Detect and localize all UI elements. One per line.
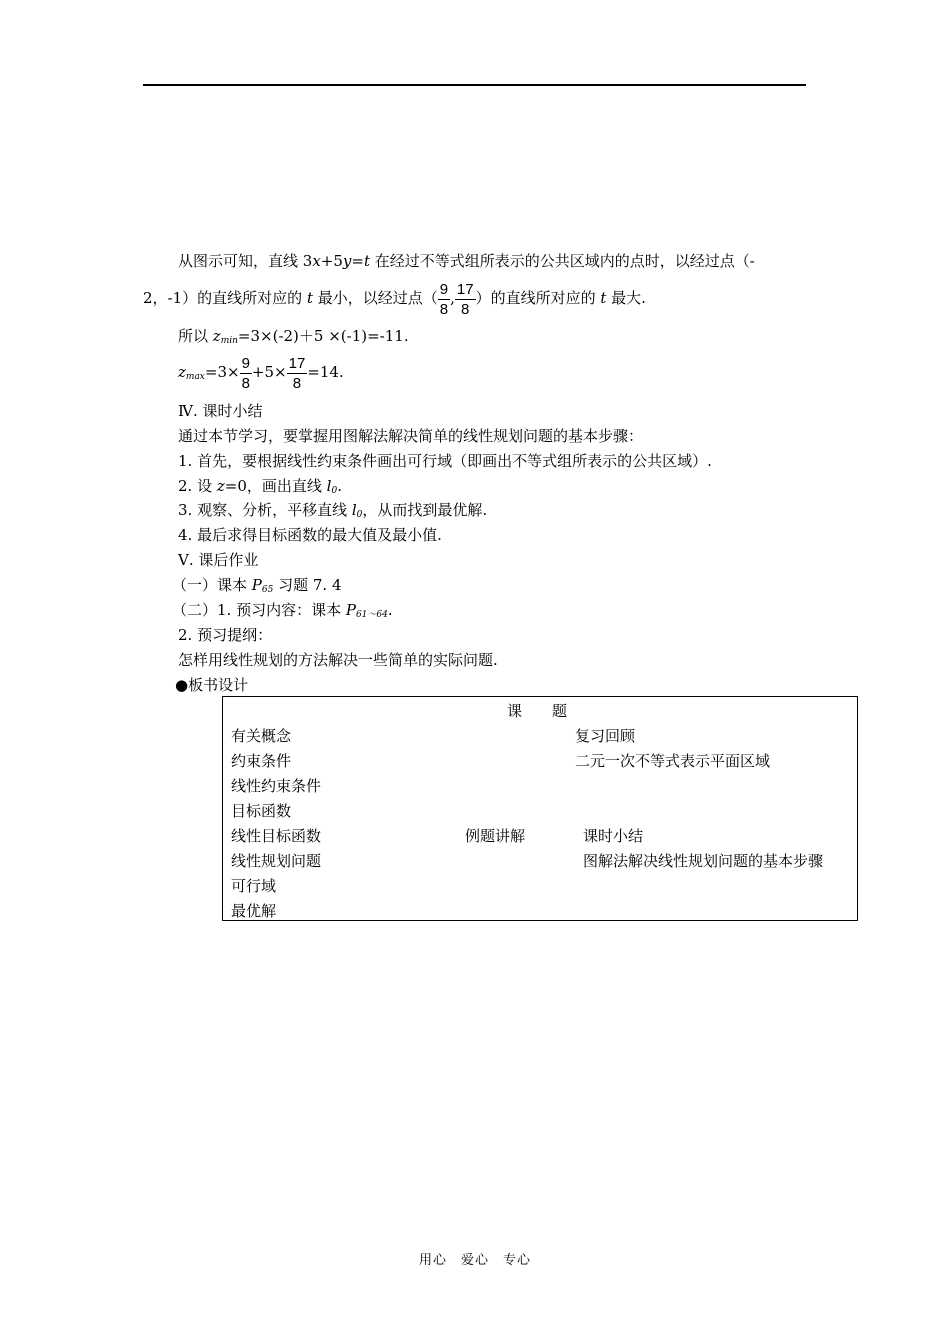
var-z: z <box>212 327 221 345</box>
homework-item-1: （一）课本 $P_{65}$ 习题 7. 4 <box>172 576 342 595</box>
text: 最大. <box>606 289 646 307</box>
paragraph-line-2 <box>143 276 646 320</box>
summary-step-4: 4. 最后求得目标函数的最大值及最小值. <box>178 526 442 544</box>
text: 从图示可知，直线 3 <box>178 252 313 270</box>
board-left-item: 有关概念 <box>231 727 292 745</box>
expression: =3×(-2)＋5 ×(-1)=-11. <box>237 327 409 345</box>
board-right-item: 课时小结 <box>583 827 644 845</box>
fraction-9-8: $\frac{9}{8}$ <box>241 354 250 392</box>
board-left-item: 最优解 <box>231 902 277 920</box>
var-x: x <box>312 252 321 270</box>
homework-item-3: 2. 预习提纲： <box>178 626 273 644</box>
zmin-line <box>178 326 409 351</box>
summary-intro: 通过本节学习，要掌握用图解法解决简单的线性规划问题的基本步骤： <box>178 427 644 445</box>
text: 所以 <box>178 327 213 345</box>
board-middle-item: 例题讲解 <box>465 827 526 845</box>
summary-step-1: 1. 首先，要根据线性约束条件画出可行域（即画出不等式组所表示的公共区域）. <box>178 452 712 470</box>
homework-item-4: 怎样用线性规划的方法解决一些简单的实际问题. <box>178 651 498 669</box>
text: +5 <box>320 252 343 270</box>
homework-heading: Ⅴ. 课后作业 <box>178 551 259 569</box>
board-heading: ●板书设计 <box>175 676 249 694</box>
var-t: t <box>306 289 313 307</box>
paragraph-line-1 <box>178 251 755 271</box>
board-right-item: 二元一次不等式表示平面区域 <box>575 752 771 770</box>
summary-step-3: 3. 观察、分析，平移直线 $l_0$，从而找到最优解. <box>178 501 488 520</box>
text: , <box>450 289 455 307</box>
text: ）的直线所对应的 <box>475 289 601 307</box>
var-z: z <box>178 363 186 381</box>
board-left-item: 线性约束条件 <box>231 777 322 795</box>
summary-heading: Ⅳ. 课时小结 <box>178 402 263 420</box>
fraction-17-8: $\frac{17}{8}$ <box>456 280 474 318</box>
board-left-item: 约束条件 <box>231 752 292 770</box>
board-left-item: 可行域 <box>231 877 277 895</box>
board-right-item: 复习回顾 <box>575 727 636 745</box>
var-t: t <box>363 252 370 270</box>
board-design-table <box>222 696 858 921</box>
fraction-17-8: $\frac{17}{8}$ <box>288 354 306 392</box>
board-left-item: 线性规划问题 <box>231 852 322 870</box>
board-right-item: 图解法解决线性规划问题的基本步骤 <box>583 852 824 870</box>
board-title: 课 题 <box>507 702 568 720</box>
text: 2，-1）的直线所对应的 <box>143 289 307 307</box>
text: = <box>351 252 364 270</box>
board-left-item: 目标函数 <box>231 802 292 820</box>
text: +5× <box>251 363 287 381</box>
subscript: max <box>185 372 205 382</box>
text: 在经过不等式组所表示的公共区域内的点时，以经过点（- <box>370 252 755 270</box>
zmax-line <box>178 350 344 399</box>
text: =3× <box>204 363 240 381</box>
fraction-9-8: $\frac{9}{8}$ <box>439 280 449 318</box>
summary-step-2: 2. 设 z=0，画出直线 $l_0$. <box>178 477 342 496</box>
subscript: min <box>220 336 238 346</box>
var-t: t <box>600 289 607 307</box>
page-footer: 用心 爱心 专心 <box>418 1253 531 1268</box>
text: =14. <box>307 363 344 381</box>
homework-item-2: （二）1. 预习内容：课本 $P_{61\sim 64}$. <box>172 601 393 620</box>
board-left-item: 线性目标函数 <box>231 827 322 845</box>
header-rule <box>143 84 806 86</box>
var-y: y <box>342 252 352 270</box>
text: 最小，以经过点（ <box>312 289 438 307</box>
